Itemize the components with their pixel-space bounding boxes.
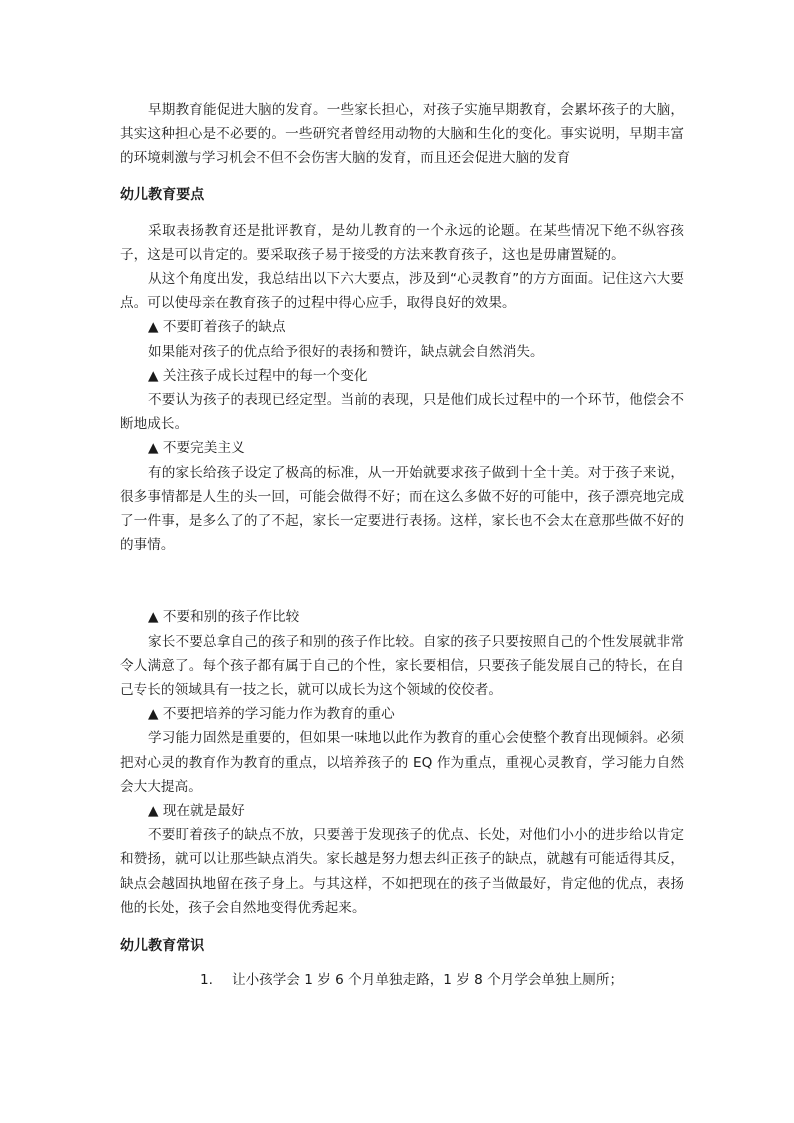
list-item-number: 1. [200, 972, 213, 989]
point-text: 如果能对孩子的优点给予很好的表扬和赞许，缺点就会自然消失。 [148, 343, 544, 360]
section-heading-common-knowledge: 幼儿教育常识 [120, 938, 205, 955]
paragraph-six-points-intro: 从这个角度出发，我总结出以下六大要点，涉及到“心灵教育”的方方面面。记住这六大要点。可以使母亲在教育孩子的过程中得心应手，取得良好的效果。 [120, 271, 684, 312]
section-heading-key-points: 幼儿教育要点 [120, 186, 205, 203]
point-title: ▲ 现在就是最好 [148, 803, 245, 820]
paragraph-praise-or-criticism: 采取表扬教育还是批评教育，是幼儿教育的一个永远的论题。在某些情况下绝不纵容孩子，这是可以肯定的。要采取孩子易于接受的方法来教育孩子，这也是毋庸置疑的。 [120, 222, 684, 263]
list-item-text: 让小孩学会 1 岁 6 个月单独走路，1 岁 8 个月学会单独上厕所； [232, 972, 624, 989]
document-page [120, 98, 684, 992]
list-item [120, 968, 684, 992]
point-title: ▲ 不要把培养的学习能力作为教育的重心 [148, 706, 395, 723]
point-title: ▲ 关注孩子成长过程中的每一个变化 [148, 367, 368, 384]
point-title: ▲ 不要完美主义 [148, 440, 245, 457]
point-title: ▲ 不要盯着孩子的缺点 [148, 319, 286, 336]
point-text: 有的家长给孩子设定了极高的标准，从一开始就要求孩子做到十全十美。对于孩子来说，很多事情都是人生的头一回，可能会做得不好；而在这么多做不好的可能中，孩子漂亮地完成了一件事，是多么了的了不起，家长一定要进行表扬。这样，家长也不会太在意那些做不好的的事情。 [120, 464, 684, 554]
point-text: 学习能力固然是重要的，但如果一味地以此作为教育的重心会使整个教育出现倾斜。必须把对心灵的教育作为教育的重点，以培养孩子的 EQ 作为重点，重视心灵教育，学习能力自然会大大提高。 [120, 730, 684, 795]
point-text: 不要盯着孩子的缺点不放，只要善于发现孩子的优点、长处，对他们小小的进步给以肯定和赞扬，就可以让那些缺点消失。家长越是努力想去纠正孩子的缺点，就越有可能适得其反，缺点会越固执地留在孩子身上。与其这样，不如把现在的孩子当做最好，肯定他的优点，表扬他的长处，孩子会自然地变得优秀起来。 [120, 827, 684, 916]
blank-gap [120, 557, 684, 605]
point-title: ▲ 不要和别的孩子作比较 [148, 609, 300, 626]
intro-paragraph: 早期教育能促进大脑的发育。一些家长担心，对孩子实施早期教育，会累坏孩子的大脑，其实这种担心是不必要的。一些研究者曾经用动物的大脑和生化的变化。事实说明，早期丰富的环境刺激与学习机会不但不会伤害大脑的发育，而且还会促进大脑的发育 [120, 102, 684, 167]
point-text: 不要认为孩子的表现已经定型。当前的表现，只是他们成长过程中的一个环节，他偿会不断地成长。 [120, 392, 684, 433]
point-text: 家长不要总拿自己的孩子和别的孩子作比较。自家的孩子只要按照自己的个性发展就非常令人满意了。每个孩子都有属于自己的个性，家长要相信，只要孩子能发展自己的特长，在自己专长的领域具有一技之长，就可以成长为这个领域的佼佼者。 [120, 633, 684, 699]
